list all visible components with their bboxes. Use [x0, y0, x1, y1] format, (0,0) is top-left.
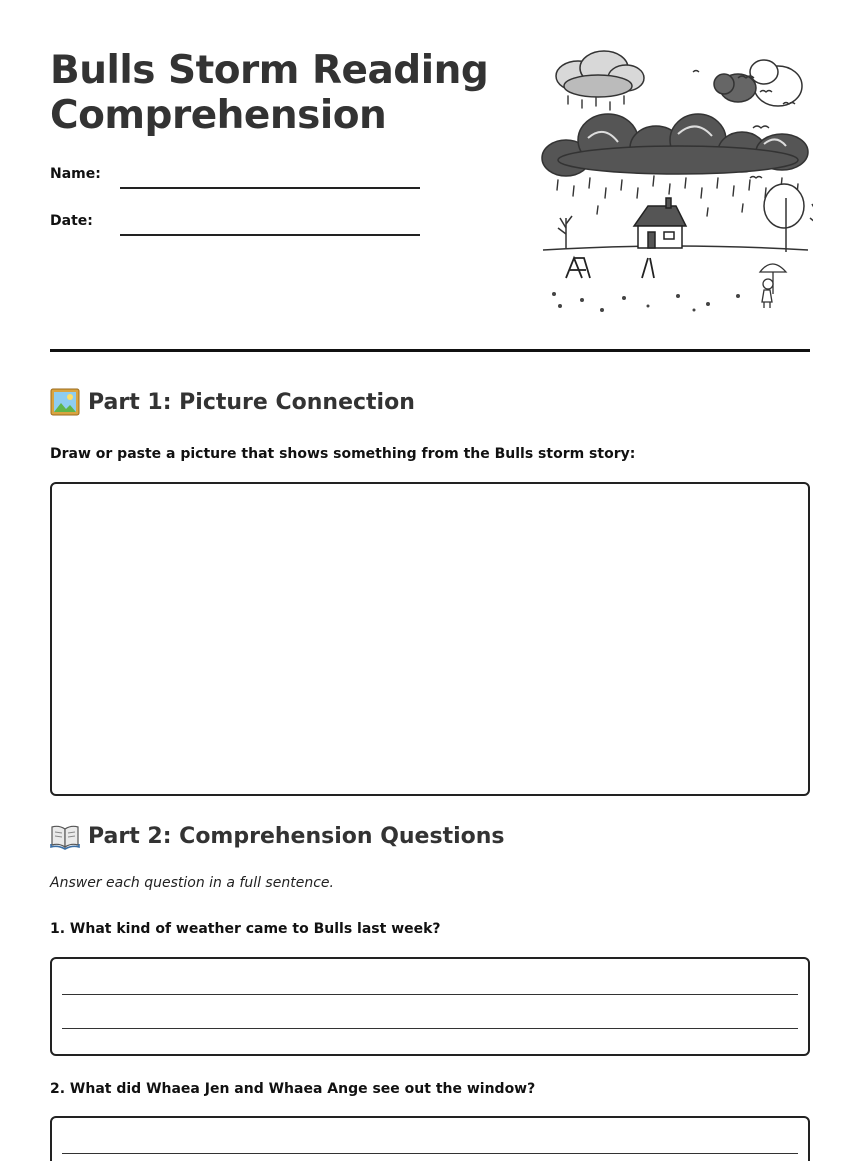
answer-box-1[interactable] — [50, 957, 810, 1056]
name-field — [50, 164, 420, 188]
part1-heading — [50, 388, 415, 416]
child-with-umbrella — [760, 264, 786, 308]
name-label: Name: — [50, 166, 101, 182]
header-divider — [50, 349, 810, 352]
picture-drawing-box[interactable] — [50, 482, 810, 796]
name-write-line[interactable] — [120, 187, 420, 189]
answer-box-2[interactable] — [50, 1116, 810, 1161]
part2-instructions: Answer each question in a full sentence. — [50, 875, 334, 891]
question-1: 1. What kind of weather came to Bulls last week? — [50, 921, 441, 937]
part1-prompt: Draw or paste a picture that shows something from the Bulls storm story: — [50, 446, 636, 462]
small-cloud-left — [556, 51, 644, 97]
small-cloud-right — [714, 60, 802, 106]
playground — [566, 258, 654, 278]
leaves — [552, 292, 740, 312]
answer-line — [62, 994, 798, 995]
date-label: Date: — [50, 213, 93, 229]
storm-illustration — [538, 48, 813, 318]
trees — [558, 184, 813, 252]
date-write-line[interactable] — [120, 234, 420, 236]
part2-heading — [50, 822, 505, 850]
part2-title: Part 2: Comprehension Questions — [88, 823, 505, 849]
date-field — [50, 211, 420, 235]
page-title: Bulls Storm Reading Comprehension — [50, 48, 489, 138]
worksheet-header — [50, 48, 810, 348]
answer-line — [62, 1028, 798, 1029]
house — [634, 198, 686, 248]
storm-cloud — [542, 114, 808, 176]
framed-picture-icon — [50, 388, 80, 416]
part1-title: Part 1: Picture Connection — [88, 389, 415, 415]
answer-line — [62, 1153, 798, 1154]
question-2: 2. What did Whaea Jen and Whaea Ange see out the window? — [50, 1081, 536, 1097]
open-book-icon — [50, 822, 80, 850]
